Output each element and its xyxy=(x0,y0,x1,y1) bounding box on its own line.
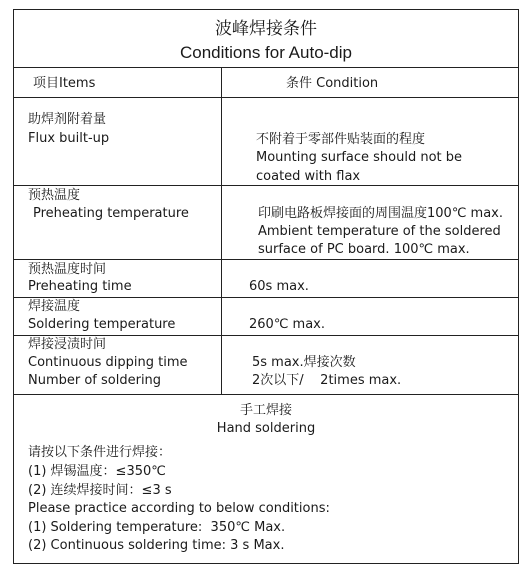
hand-line: 请按以下条件进行焊接： xyxy=(28,445,172,460)
condition-line: surface of PC board. 100℃ max. xyxy=(258,242,470,257)
divider xyxy=(14,97,518,98)
hand-line: Please practice according to below conditions: xyxy=(28,501,330,516)
item-en: Preheating temperature xyxy=(33,206,189,221)
condition-line: 不附着于零部件贴装面的程度 xyxy=(256,132,426,147)
item-en: Number of soldering xyxy=(28,373,162,388)
conditions-table xyxy=(13,9,519,564)
condition-line: 印刷电路板焊接面的周围温度100℃ max. xyxy=(258,206,504,221)
divider xyxy=(14,394,518,395)
condition-line: coated with flax xyxy=(256,169,361,184)
item-en: Preheating time xyxy=(28,279,132,294)
condition-line: Ambient temperature of the soldered xyxy=(258,224,501,239)
hand-line: (2) 连续焊接时间：≤3 s xyxy=(28,483,172,498)
condition-line: 2次以下/ 2times max. xyxy=(252,373,402,388)
divider xyxy=(14,67,518,68)
item-cn: 焊接浸渍时间 xyxy=(28,337,107,352)
divider xyxy=(14,259,518,260)
item-cn: 焊接温度 xyxy=(28,299,81,314)
header-condition: 条件 Condition xyxy=(286,76,379,91)
hand-title-en: Hand soldering xyxy=(216,421,316,436)
hand-line: (1) 焊锡温度：≤350℃ xyxy=(28,464,166,479)
item-en: Soldering temperature xyxy=(28,317,176,332)
item-en: Flux built-up xyxy=(28,131,110,146)
header-items: 项目Items xyxy=(33,76,96,91)
condition-line: 260℃ max. xyxy=(249,317,326,332)
title-english: Conditions for Auto-dip xyxy=(180,43,352,62)
hand-line: (2) Continuous soldering time: 3 s Max. xyxy=(28,538,285,553)
title-chinese: 波峰焊接条件 xyxy=(215,19,317,39)
condition-line: 5s max.焊接次数 xyxy=(252,355,356,370)
item-en: Continuous dipping time xyxy=(28,355,188,370)
condition-line: 60s max. xyxy=(249,279,309,294)
column-divider xyxy=(221,67,222,394)
condition-line: Mounting surface should not be xyxy=(256,150,463,165)
divider xyxy=(14,297,518,298)
hand-title-cn: 手工焊接 xyxy=(239,403,292,418)
item-cn: 预热温度时间 xyxy=(28,262,107,277)
hand-line: (1) Soldering temperature: 350℃ Max. xyxy=(28,520,286,535)
item-cn: 预热温度 xyxy=(28,188,81,203)
item-cn: 助焊剂附着量 xyxy=(28,112,107,127)
